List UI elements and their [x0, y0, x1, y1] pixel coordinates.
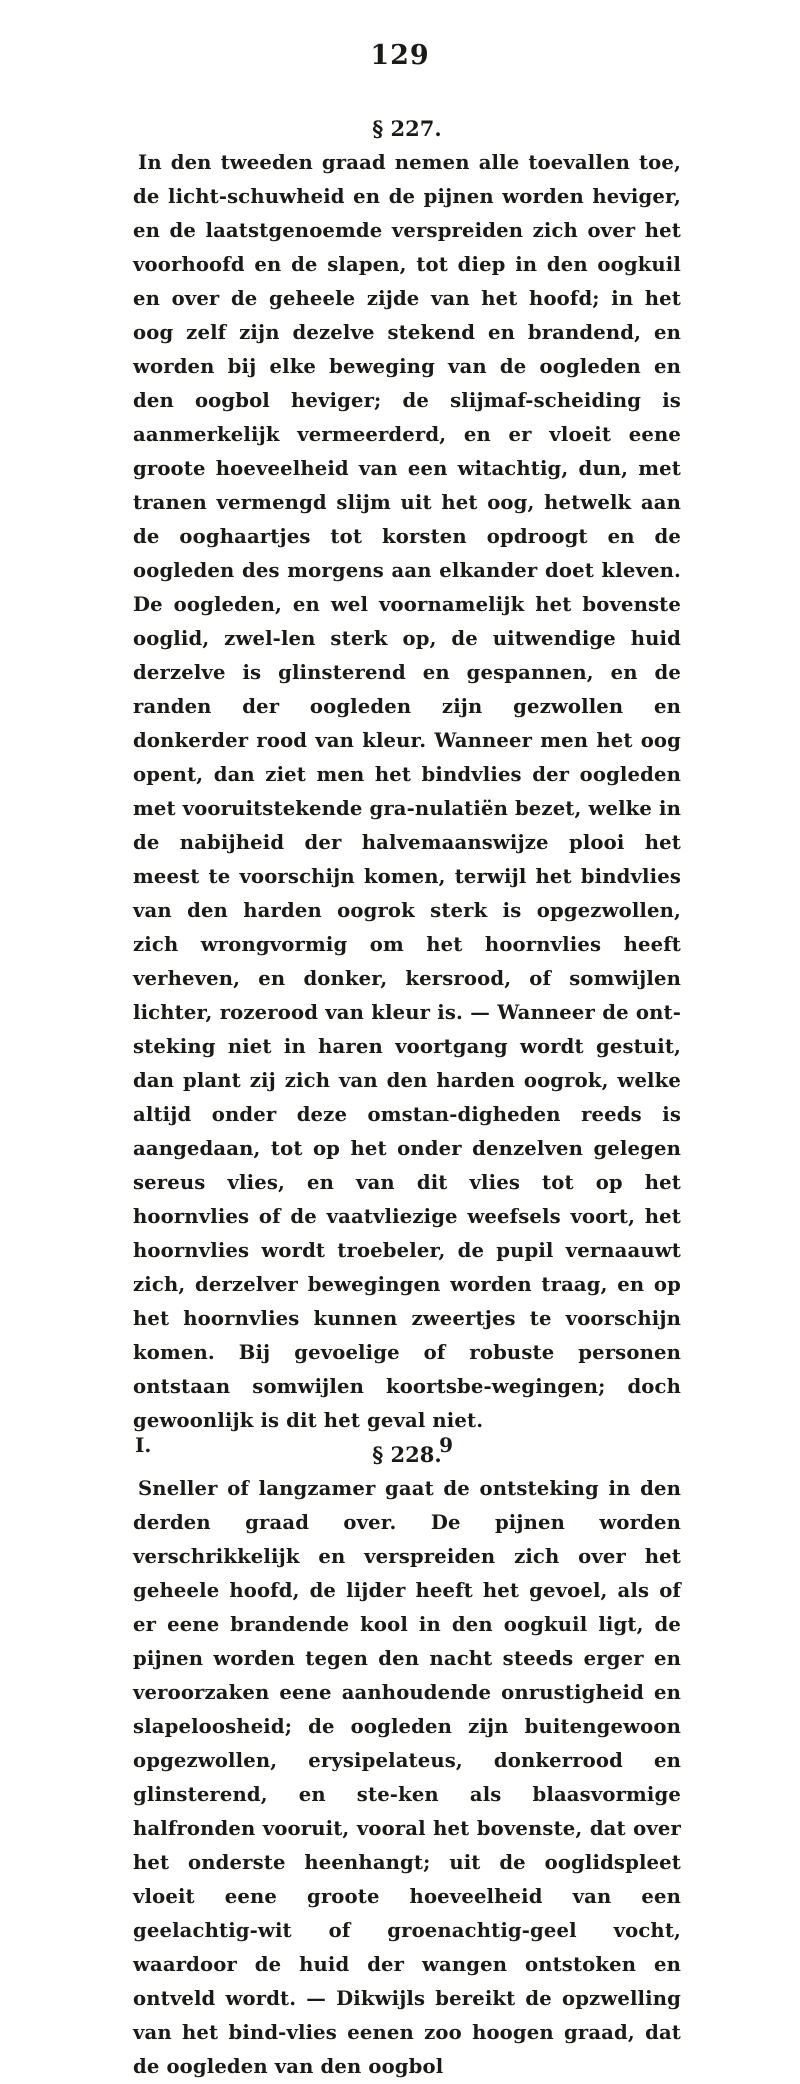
- signature-mark: 9: [439, 1433, 453, 1457]
- volume-mark: I.: [135, 1433, 152, 1457]
- section-heading-228: § 228.: [372, 1442, 442, 1467]
- section-heading-227: § 227.: [372, 116, 442, 141]
- paragraph-227: In den tweeden graad nemen alle toevallen toe, de licht-schuwheid en de pijnen worden heviger, en de laatstgenoemde verspreiden zich over het voorhoofd en de slapen, tot diep in den oogkuil en over de geheele zijde van het hoofd; in het oog zelf zijn dezelve stekend en brandend, en worden bij elke beweging van de oogleden en den oogbol heviger; de slijmaf-scheiding is aanmerkelijk vermeerderd, en er vloeit eene groote hoeveelheid van een witachtig, dun, met tranen vermengd slijm uit het oog, hetwelk aan de ooghaartjes tot korsten opdroogt en de oogleden des morgens aan elkander doet kleven. De oogleden, en wel voornamelijk het bovenste ooglid, zwel-len sterk op, de uitwendige huid derzelve is glinsterend en gespannen, en de randen der oogleden zijn gezwollen en donkerder rood van kleur. Wanneer men het oog opent, dan ziet men het bindvlies der oogleden met vooruitstekende gra-nulatiën bezet, welke in de nabijheid der halvemaanswijze plooi het meest te voorschijn komen, terwijl het bindvlies van den harden oogrok sterk is opgezwollen, zich wrongvormig om het hoornvlies heeft verheven, en donker, kersrood, of somwijlen lichter, rozerood van kleur is. — Wanneer de ont-steking niet in haren voortgang wordt gestuit, dan plant zij zich van den harden oogrok, welke altijd onder deze omstan-digheden reeds is aangedaan, tot op het onder denzelven gelegen sereus vlies, en van dit vlies tot op het hoornvlies of de vaatvliezige weefsels voort, het hoornvlies wordt troebeler, de pupil vernaauwt zich, derzelver bewegingen worden traag, en op het hoornvlies kunnen zweertjes te voorschijn komen. Bij gevoelige of robuste personen ontstaan somwijlen koortsbe-wegingen; doch gewoonlijk is dit het geval niet.: [133, 151, 681, 1432]
- page-footer: [133, 1432, 681, 1458]
- page-number: 129: [370, 40, 430, 71]
- paragraph-228: Sneller of langzamer gaat de ontsteking in den derden graad over. De pijnen worden verschrikkelijk en verspreiden zich over het geheele hoofd, de lijder heeft het gevoel, als of er eene brandende kool in den oogkuil ligt, de pijnen worden tegen den nacht steeds erger en veroorzaken eene aanhoudende onrustigheid en slapeloosheid; de oogleden zijn buitengewoon opgezwollen, erysipelateus, donkerrood en glinsterend, en ste-ken als blaasvormige halfronden vooruit, vooral het bovenste, dat over het onderste heenhangt; uit de ooglidspleet vloeit eene groote hoeveelheid van een geelachtig-wit of groenachtig-geel vocht, waardoor de huid der wangen ontstoken en ontveld wordt. — Dikwijls bereikt de opzwelling van het bind-vlies eenen zoo hoogen graad, dat de oogleden van den oogbol: [133, 1477, 681, 2078]
- text-body: [133, 112, 681, 2084]
